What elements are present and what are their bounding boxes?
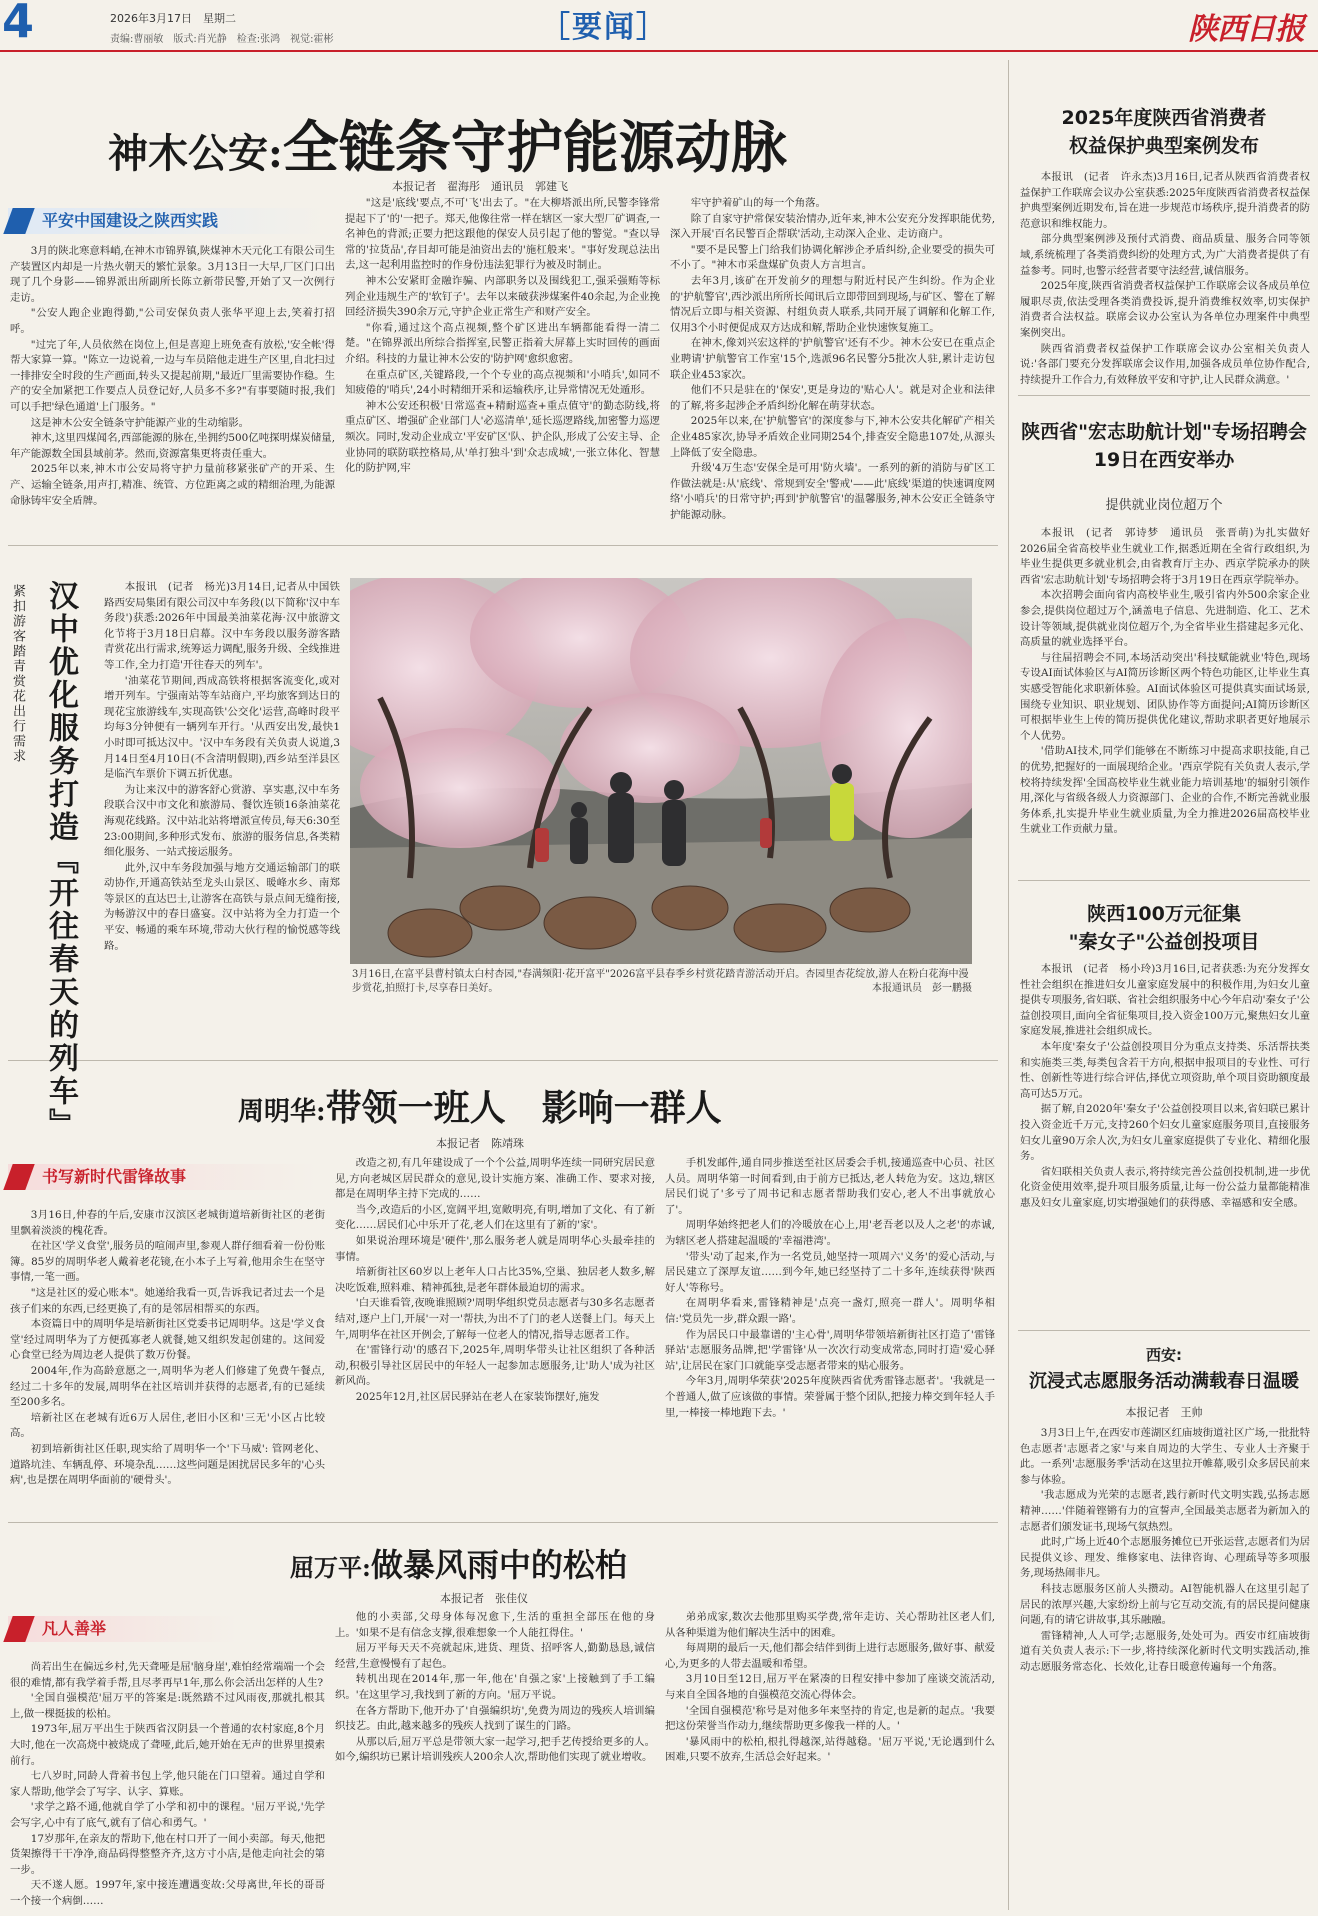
right-story4-kicker: 西安: xyxy=(1146,1346,1182,1364)
section-divider xyxy=(1018,1330,1310,1331)
paragraph: "过完了年,人员依然在岗位上,但是喜迎上班免查有放松,'安全帐'得帮大家算一算。"陈立一边说着,一边与车员陪他走进生产区里,自北扫过一排排安全时段的生产画面,转头又提起前期,"最近厂里需要协作稳。生产的安全加紧把工作要点人员登记好,人员多不多?"有事要随时报,我们可以手把'绿色通道'上门服务。" xyxy=(10,338,335,413)
story3-column-3 xyxy=(665,1156,995,1514)
paragraph: 此外,汉中车务段加强与地方交通运输部门的联动协作,开通高铁站至龙头山景区、暖峰水乡、南郑等景区的直达巴士,让游客在高铁与景点间无缝衔接,为畅游汉中的春日盛宴。汉中站将为全力打造一个平安、畅通的乘车环境,带动大伙行程的愉悦感等线路。 xyxy=(104,861,340,952)
paragraph: 2025年12月,社区居民驿站在老人在家装饰摆好,施发 xyxy=(355,1390,600,1403)
page-header xyxy=(0,0,1318,52)
headline-main: 全链条守护能源动脉 xyxy=(282,115,787,181)
paragraph: 他的小卖部,父母身体每况愈下,生活的重担全部压在他的身上。'如果不是有信念支撑,很难想象一个人能扛得住。' xyxy=(335,1611,655,1639)
paragraph: 3月3日上午,在西安市莲湖区红庙坡街道社区广场,一批批特色志愿者'志愿者之家'与来自周边的大学生、专业人士齐聚于此。一系列'志愿服务季'活动在这里拉开帷幕,吸引众多居民前来参与体验。 xyxy=(1020,1427,1310,1486)
story3-ribbon: 书写新时代雷锋故事 xyxy=(8,1164,318,1190)
editors-credit: 责编:曹丽敏 版式:肖光静 检查:张鸿 视觉:霍彬 xyxy=(110,34,334,45)
story1-column-3 xyxy=(670,196,995,536)
headline-main: 做暴风雨中的松柏 xyxy=(370,1546,627,1584)
paragraph: 手机发邮件,通自同步推送至社区居委会手机,接通巡查中心员、社区人员。周明华第一时间看到,由于前方已抵达,老人转危为安。这边,辖区居民们说了'多亏了周书记和志愿者帮助我们安心,老人不出事就放心了'。 xyxy=(665,1157,995,1216)
paragraph: 神木,这里四煤闻名,西部能源的脉在,坐拥约500亿吨探明煤炭储量,年产能源数全国县域前茅。然而,资源富集更将责任重大。 xyxy=(10,432,335,460)
paragraph: 升级'4万生态'安保全是可用'防火墙'。一系列的新的消防与矿区工作做法就是:从'底线'、常规到安全'警戒'——此'底线'渠道的快速调度网络'小哨兵'的日常守护;再到'护航警官'的温馨服务,神木公安正全链条守护能源动脉。 xyxy=(670,462,995,521)
column-divider xyxy=(1008,60,1009,1910)
paragraph: 本报讯 (记者 杨光)3月14日,记者从中国铁路西安局集团有限公司汉中车务段(以下简称'汉中车务段')获悉:2026年中国最美油菜花海·汉中旅游文化节将于3月18日启幕。汉中车务段以服务游客踏青赏花出行需求,统筹运力调配,服务升级、全线推进等工作,全力打造'开往春天的列车'。 xyxy=(104,581,340,671)
paragraph: 培新社区在老城有近6万人居住,老旧小区和'三无'小区占比较高。 xyxy=(10,1411,325,1440)
paragraph: '借助AI技术,同学们能够在不断练习中提高求职技能,自己的优势,把握好的一面展现给企业。'西京学院有关负责人表示,学校将持续发挥'全国高校毕业生就业能力培训基地'的辐射引领作用,深化与省级各级人力资源部门、企业的合作,不断完善就业服务体系,扎实提升毕业生就业质量,为全力推进2026届高校毕业生就业工作贡献力量。 xyxy=(1020,745,1310,836)
story4-byline: 本报记者 张佳仪 xyxy=(440,1592,528,1605)
right-story4-title: 沉浸式志愿服务活动满载春日温暖 xyxy=(1029,1371,1299,1392)
right-story2-body xyxy=(1020,526,1310,870)
paragraph: 改造之初,有几年建设成了一个个公益,周明华连续一同研究居民意见,方向老城区居民群众的意见,设计实施方案、准确工作、要求对接,都是在周明华主持下完成的…… xyxy=(335,1157,655,1201)
paragraph: 科技志愿服务区前人头攒动。AI智能机器人在这里引起了居民的浓厚兴趣,大家纷纷上前与它互动交流,有的居民提问健康问题,有的请它讲故事,其乐融融。 xyxy=(1020,1582,1310,1627)
section-divider xyxy=(8,545,998,546)
paragraph: "你看,通过这个高点视频,整个矿区进出车辆都能看得一清二楚。"在锦界派出所综合指挥室,民警正指着大屏幕上实时回传的画面介绍。科技的力量让神木公安的'防护网'愈织愈密。 xyxy=(345,321,660,365)
paragraph: 这是神木公安全链条守护能源产业的生动缩影。 xyxy=(30,416,249,429)
paragraph: 省妇联相关负责人表示,将持续完善公益创投机制,进一步优化资金使用效率,提升项目服务质量,让每一份公益力量都能精准惠及妇女儿童家庭,切实增强她们的获得感、幸福感和安全感。 xyxy=(1020,1165,1310,1209)
paragraph: 陕西省消费者权益保护工作联席会议办公室相关负责人说:'各部门要充分发挥联席会议作用,加强各成员单位协作配合,持续提升工作合力,有效释放平安和守护,让人民群众满意。' xyxy=(1020,342,1310,386)
masthead-logo: 陕西日报 xyxy=(1188,12,1304,47)
paragraph: 17岁那年,在亲友的帮助下,他在村口开了一间小卖部。每天,他把货架擦得干干净净,商品码得整整齐齐,这方寸小店,是他走向社会的第一步。 xyxy=(10,1832,325,1876)
right-story1-body xyxy=(1020,170,1310,386)
story1-ribbon: 平安中国建设之陕西实践 xyxy=(8,208,328,234)
paragraph: 在周明华看来,雷锋精神是'点亮一盏灯,照亮一群人'。周明华相信:'党员先一步,群众跟一路'。 xyxy=(665,1297,995,1325)
paragraph: '我志愿成为光荣的志愿者,践行新时代文明实践,弘扬志愿精神……'伴随着铿锵有力的宣誓声,全国最美志愿者为新加入的志愿者们颁发证书,现场气氛热烈。 xyxy=(1020,1489,1310,1533)
right-story3-body xyxy=(1020,962,1310,1322)
paragraph: '暴风雨中的松柏,根扎得越深,站得越稳。'屈万平说,'无论遇到什么困难,只要不放弃,生活总会好起来。' xyxy=(665,1735,995,1764)
story1-column-1 xyxy=(10,244,335,534)
photo-caption xyxy=(352,968,972,996)
paragraph: 屈万平每天天不亮就起床,进货、理货、招呼客人,勤勤恳恳,诚信经营,生意慢慢有了起色。 xyxy=(335,1642,655,1670)
right-story2-title: 陕西省"宏志助航计划"专场招聘会 19日在西安举办 xyxy=(1021,421,1307,471)
paragraph: 2025年以来,神木市公安局将守护力量前移紧张矿产的开采、生产、运输全链条,用声打,精准、统管、方位距离之或的精细治理,为能源命脉铸牢安全盾牌。 xyxy=(10,463,335,507)
story3-column-1 xyxy=(10,1208,325,1514)
paragraph: 今年3月,周明华荣获'2025年度陕西省优秀雷锋志愿者'。'我就是一个普通人,做了应该做的事情。荣誉属于整个团队,把接力棒交到年轻人手里,一棒接一棒地跑下去。' xyxy=(665,1375,995,1419)
story3-headline xyxy=(238,1080,722,1131)
paragraph: 除了自家守护常保安装治情办,近年来,神木公安充分发挥职能优势,深入开展'百名民警百企帮联'活动,主动深入企业、走访商户。 xyxy=(670,212,995,241)
paragraph: 作为居民口中最靠谱的'主心骨',周明华带领培新街社区打造了'雷锋驿站'志愿服务品牌,把'学雷锋'从一次次行动变成常态,同时打造'爱心驿站',让居民在家门口就能享受志愿者带来的贴心服务。 xyxy=(665,1328,995,1372)
paragraph: 本报讯 (记者 郭诗梦 通讯员 张晋萌)为扎实做好2026届全省高校毕业生就业工作,据悉近期在全省行政组织,为毕业生提供更多就业机会,由省教育厅主办、西京学院承办的陕西省'宏志助航计划'专场招聘会将于3月19日在西京学院举办。 xyxy=(1020,527,1310,586)
paragraph: 天不遂人愿。1997年,家中接连遭遇变故:父母离世,年长的哥哥一个接一个病倒…… xyxy=(10,1879,325,1907)
paragraph: 牢守护着矿山的每一个角落。 xyxy=(690,197,826,209)
paragraph: 他们不只是驻在的'保安',更是身边的'贴心人'。就是对企业和法律的了解,将多起涉企矛盾纠纷化解在萌芽状态。 xyxy=(670,384,995,412)
headline-prefix: 神木公安: xyxy=(108,130,283,177)
paragraph: 与往届招聘会不同,本场活动突出'科技赋能就业'特色,现场专设AI面试体验区与AI简历诊断区两个特色功能区,让毕业生真实感受智能化求职新体验。AI面试体验区可提供真实面试场景,围绕专业知识、职业规划、团队协作等方面提问;AI简历诊断区可根据毕业生上传的简历提供优化建议,帮助求职者更好地展示个人优势。 xyxy=(1020,651,1310,742)
paragraph: 每周期的最后一天,他们都会结伴到街上进行志愿服务,做好事、献爱心,为更多的人带去温暖和希望。 xyxy=(665,1642,995,1670)
paragraph: "这是'底线'要点,不可'飞'出去了。"在大柳塔派出所,民警李锋常提起下了'的'一把子。郑天,他像往常一样在辖区一家大型厂矿调查,一名神色的背派;正要力把这跟他的保安人员引起了他的警觉。"查以导常的'拉货品',存目却可能是油资出去的'施杠般来'。"事好发现总法出去,这一起利用监控时的作身份违法犯罪行为被及时制止。 xyxy=(345,197,660,272)
paragraph: 本资篇日中的周明华是培新街社区党委书记周明华。这是'学义食堂'经过周明华为了方便孤寡老人就餐,她又组织发起创建的。这间爱心食堂已经为周边老人提供了数万份餐。 xyxy=(10,1318,325,1362)
headline-main: 带领一班人 影响一群人 xyxy=(325,1087,722,1129)
paragraph: 在各方帮助下,他开办了'自强编织坊',免费为周边的残疾人培训编织技艺。由此,越来越多的残疾人找到了谋生的门路。 xyxy=(335,1704,655,1733)
paragraph: 2025年以来,在'护航警官'的深度参与下,神木公安共化解矿产相关企业485家次,协导矛盾效企业同期254个,排查安全隐患107处,从源头上降低了安全隐患。 xyxy=(670,415,995,459)
paragraph: 如果说治理环境是'硬件',那么服务老人就是周明华心头最牵挂的事情。 xyxy=(335,1234,655,1263)
paragraph: 据了解,自2020年'秦女子'公益创投项目以来,省妇联已累计投入资金近千万元,支持260个妇女儿童家庭服务项目,直接服务妇女儿童90万余人次,为妇女儿童家庭提供了专业化、精细化服务。 xyxy=(1020,1103,1310,1163)
paragraph: 3月的陕北寒意料峭,在神木市锦界镇,陕煤神木天元化工有限公司生产装置区内却是一片热火朝天的繁忙景象。3月13日一大早,厂区门口出现了几个身影——锦界派出所副所长陈立新带民警,开始了又一次例行走访。 xyxy=(10,245,335,304)
paragraph: 在神木,像刘兴宏这样的'护航警官'还有不少。神木公安已在重点企业聘请'护航警官工作室'15个,选派96名民警分5批次人驻,累计走访包联企业453家次。 xyxy=(670,337,995,381)
paragraph: 2004年,作为高龄意愿之一,周明华为老人们修建了免费午餐点,经过二十多年的发展,周明华在社区培训并获得的志愿者,有的已延续至200多名。 xyxy=(10,1364,325,1409)
paragraph: 3月10日至12日,屈万平在紧凑的日程安排中参加了座谈交流活动,与来自全国各地的自强模范交流心得体会。 xyxy=(665,1673,995,1701)
paragraph: 神木公安紧盯金融诈骗、内部职务以及围线犯工,强采强贿等标列企业违规生产的'软钉子'。去年以来破获涉煤案件40余起,为企业挽回经济损失390余万元,守护企业正常生产和财产安全。 xyxy=(345,274,660,319)
section-divider xyxy=(1018,880,1310,881)
paragraph: 在重点矿区,关键路段,一个个专业的高点视频和'小哨兵',如同不知疲倦的'哨兵',24小时精细开采和运输秩序,让异常情况无处遁形。 xyxy=(345,368,660,397)
paragraph: 为让来汉中的游客舒心赏游、享实惠,汉中车务段联合汉中市文化和旅游局、餐饮连锁16条油菜花海观花线路。汉中站北站将增派宣传员,每天6:30至23:00期间,多种形式发布、旅游的服务信息,各类精细化服务、一站式接运服务。 xyxy=(104,783,340,859)
paragraph: '全国自强模范'称号是对他多年来坚持的肯定,也是新的起点。'我要把这份荣誉当作动力,继续帮助更多像我一样的人。' xyxy=(665,1704,995,1733)
paragraph: 转机出现在2014年,那一年,他在'自强之家'上接触到了手工编织。'在这里学习,我找到了新的方向。'屈万平说。 xyxy=(335,1673,655,1701)
paragraph: 在社区'学义食堂',服务员的喧闹声里,参观人群仔细看着一份份账簿。85岁的周明华老人戴着老花镜,在小本子上写着,他用余生在坚守事情,一笔一画。 xyxy=(10,1240,325,1284)
paragraph: 2025年度,陕西省消费者权益保护工作联席会议各成员单位履职尽责,依法受理各类消费投诉,提升消费维权效率,切实保护消费者合法权益。联席会议办公室认为各单位办理案件中典型案例突出。 xyxy=(1020,280,1310,339)
apricot-blossom-photo xyxy=(350,578,972,964)
paragraph: '全国自强模范'屈万平的答案是:既然踏不过风雨夜,那就扎根其上,做一棵挺拔的松柏。 xyxy=(10,1692,325,1720)
headline-prefix: 周明华: xyxy=(238,1097,326,1127)
right-story4-byline: 本报记者 王帅 xyxy=(1125,1406,1203,1419)
paragraph: 尚若出生在偏远乡村,先天聋哑是屈'脑身崖',难怕经常端端一个会很的难情,都有我学着手帮,且尽孝再早1年,那么你会活出怎样的人生? xyxy=(10,1661,325,1689)
issue-date: 2026年3月17日 星期二 xyxy=(110,12,236,25)
paragraph: '油菜花节期间,西成高铁将根据客流变化,或对增开列车。宁强南站等车站商户,平均旅客到达日的现花宝旅游线车,实现高铁'公交化'运营,高峰时段平均每3分钟便有一辆列车开行。'从西安出发,最快1小时即可抵达汉中。'汉中车务段有关负责人说道,3月14日至4月10日(不含清明假期),西乡站至洋县区是临汽车票价下调五折优惠。 xyxy=(104,674,340,781)
paragraph: '求学之路不通,他就自学了小学和初中的课程。'屈万平说,'先学会写字,心中有了底气,就有了信心和勇气。' xyxy=(10,1801,325,1829)
paragraph: "公安人跑企业跑得勤,"公司安保负责人张华平迎上去,笑着打招呼。 xyxy=(10,307,335,335)
paragraph: 在'雷锋行动'的感召下,2025年,周明华带头让社区组织了各种活动,积极引导社区居民中的年轻人一起参加志愿服务,让'助人'成为社区新风尚。 xyxy=(335,1344,655,1388)
story2-headline: 汉中优化服务打造『开往春天的列车』 xyxy=(43,580,78,1141)
story4-ribbon: 凡人善举 xyxy=(8,1616,238,1642)
paragraph: 从那以后,屈万平总是带领大家一起学习,把手艺传授给更多的人。如今,编织坊已累计培训残疾人200余人次,帮助他们实现了就业增收。 xyxy=(335,1735,655,1764)
story1-column-2 xyxy=(345,196,660,536)
story2-kicker: 紧扣游客踏青赏花出行需求 xyxy=(10,584,25,764)
right-story2-subtitle: 提供就业岗位超万个 xyxy=(1105,498,1223,513)
photo-illustration xyxy=(350,578,972,964)
paragraph: 1973年,屈万平出生于陕西省汉阴县一个普通的农村家庭,8个月大时,他在一次高烧中被烧成了聋哑,此后,她开始在无声的世界里摸索前行。 xyxy=(10,1723,325,1767)
right-story4-body xyxy=(1020,1426,1310,1910)
story1-byline: 本报记者 翟海彤 通讯员 郭建飞 xyxy=(392,180,568,193)
paragraph: 周明华始终把老人们的冷暖放在心上,用'老吾老以及人之老'的赤诚,为辖区老人搭建起温暖的'幸福港湾'。 xyxy=(665,1219,995,1247)
paragraph: 本次招聘会面向省内高校毕业生,吸引省内外500余家企业参会,提供岗位超过万个,涵盖电子信息、先进制造、化工、艺术设计等领域,提供就业岗位超万个,为全省毕业生搭建起多元化、高质量的就业选择平台。 xyxy=(1020,589,1310,649)
paragraph: 本报讯 (记者 杨小玲)3月16日,记者获悉:为充分发挥女性社会组织在推进妇女儿童家庭发展中的积极作用,为妇女儿童提供专项服务,省妇联、省社会组织服务中心今年启动'秦女子'公益创投项目,面向全省征集项目,投入资金100万元,聚焦妇女儿童家庭发展,推进社会组织成长。 xyxy=(1020,963,1310,1038)
paragraph: 本报讯 (记者 许永杰)3月16日,记者从陕西省消费者权益保护工作联席会议办公室获悉:2025年度陕西省消费者权益保护典型案例近期发布,旨在进一步规范市场秩序,提升消费者的防范意识和维权能力。 xyxy=(1020,171,1310,230)
story4-column-3 xyxy=(665,1610,995,1910)
caption-text: 3月16日,在富平县曹村镇太白村杏园,"春满频阳·花开富平"2026富平县春季乡村赏花踏青游活动开启。杏园里杏花绽放,游人在粉白花海中漫步赏花,拍照打卡,尽享春日美好。 xyxy=(352,969,969,994)
paragraph: 3月16日,仲春的午后,安康市汉滨区老城街道培新街社区的老街里飘着淡淡的槐花香。 xyxy=(10,1209,325,1237)
paragraph: 弟弟成家,数次去他那里购买学费,常年走访、关心帮助社区老人们,从各种渠道为他们解决生活中的困难。 xyxy=(665,1611,995,1639)
photo-credit: 本报通讯员 彭一鹏摄 xyxy=(872,983,972,994)
paragraph: '带头'动了起来,作为一名党员,她坚持一项周六'义务'的爱心活动,与居民建立了深厚友谊……到今年,她已经坚持了二十多年,连续获得'陕西好人'等称号。 xyxy=(665,1250,995,1294)
paragraph: 雷锋精神,人人可学;志愿服务,处处可为。西安市红庙坡街道有关负责人表示:下一步,将持续深化新时代文明实践活动,推动志愿服务常态化、长效化,让春日暖意传遍每一个角落。 xyxy=(1020,1629,1310,1673)
right-story3-title: 陕西100万元征集 "秦女子"公益创投项目 xyxy=(1068,903,1260,953)
paragraph: 七八岁时,同龄人背着书包上学,他只能在门口望着。通过自学和家人帮助,他学会了写字、认字、算账。 xyxy=(10,1770,325,1798)
paragraph: 神木公安还积极'日常巡查+精耐巡查+重点值守'的勤态防线,将重点矿区、增强矿企业部门人'必巡清单',延长巡逻路线,加密警力巡逻频次。同时,发动企业成立'平安矿区'队、护企队,形成了公安主导、企业协同的联防联控格局,从'单打独斗'到'众志成城',一张立体化、智慧化的防护网,牢 xyxy=(345,399,660,475)
right-story1-title: 2025年度陕西省消费者 权益保护典型案例发布 xyxy=(1061,107,1267,157)
page-number: 4 xyxy=(2,0,35,48)
paragraph: 初到培新街社区任职,现实给了周明华一个'下马威': 管网老化、道路坑洼、车辆乱停、环境杂乱……这些问题是困扰居民多年的'心头病',也是摆在周明华面前的'硬骨头'。 xyxy=(10,1442,325,1487)
paragraph: "要不是民警上门给我们协调化解涉企矛盾纠纷,企业要受的损失可不小了。"神木市采盘煤矿负责人方言坦言。 xyxy=(670,243,995,272)
story4-column-1 xyxy=(10,1660,325,1910)
paragraph: 当今,改造后的小区,宽阔平坦,宽敞明亮,有明,增加了文化、有了新变化……居民们心中乐开了花,老人们在这里有了新的'家'。 xyxy=(335,1203,655,1232)
story3-byline: 本报记者 陈靖珠 xyxy=(436,1137,524,1150)
story4-column-2 xyxy=(335,1610,655,1910)
story2-column xyxy=(104,580,340,1050)
story4-headline xyxy=(290,1540,627,1586)
paragraph: 培新街社区60岁以上老年人口占比35%,空巢、独居老人数多,解决吃饭难,照料难、精神孤独,是老年群体最迫切的需求。 xyxy=(335,1266,655,1294)
section-divider xyxy=(8,1522,998,1523)
paragraph: "这是社区的爱心账本"。她递给我看一页,告诉我记者过去一个是孩子们来的东西,已经更换了,有的是邻居相帮买的东西。 xyxy=(10,1286,325,1315)
headline-prefix: 屈万平: xyxy=(290,1553,371,1582)
story3-column-2 xyxy=(335,1156,655,1514)
section-divider xyxy=(1018,395,1310,396)
paragraph: 本年度'秦女子'公益创投项目分为重点支持类、乐活帮扶类和实施类三类,每类包含若干方向,根据申报项目的专业性、可行性、创新性等进行综合评估,择优立项资助,单个项目资助额度最高可达5万元。 xyxy=(1020,1040,1310,1100)
paragraph: 部分典型案例涉及预付式消费、商品质量、服务合同等领域,系统梳理了各类消费纠纷的处理方式,为广大消费者提供了有益参考。同时,也警示经营者要守法经营,诚信服务。 xyxy=(1020,233,1310,277)
story1-headline xyxy=(108,104,787,184)
section-label: ［要闻］ xyxy=(540,10,668,45)
section-divider xyxy=(8,1060,998,1061)
paragraph: '白天谁看管,夜晚谁照顾?'周明华组织党员志愿者与30多名志愿者结对,逐户上门,开展'一对一'帮扶,为出不了门的老人送餐上门。每天上午,周明华在社区开例会,了解每一位老人的情况,指导志愿者工作。 xyxy=(335,1297,655,1341)
paragraph: 此时,广场上近40个志愿服务摊位已开张运营,志愿者们为居民提供义诊、理发、维修家电、法律咨询、心理疏导等多项服务,现场热闹非凡。 xyxy=(1020,1536,1310,1580)
paragraph: 去年3月,该矿在开发前夕的理想与附近村民产生纠纷。作为企业的'护航警官',西沙派出所所长闻讯后立即带回到现场,与矿区、警在了解情况后立即与相关资源、村组负责人联系,共同开展了调解和化解工作,仅用3个小时便促成双方达成和解,帮助企业快速恢复施工。 xyxy=(670,274,995,334)
